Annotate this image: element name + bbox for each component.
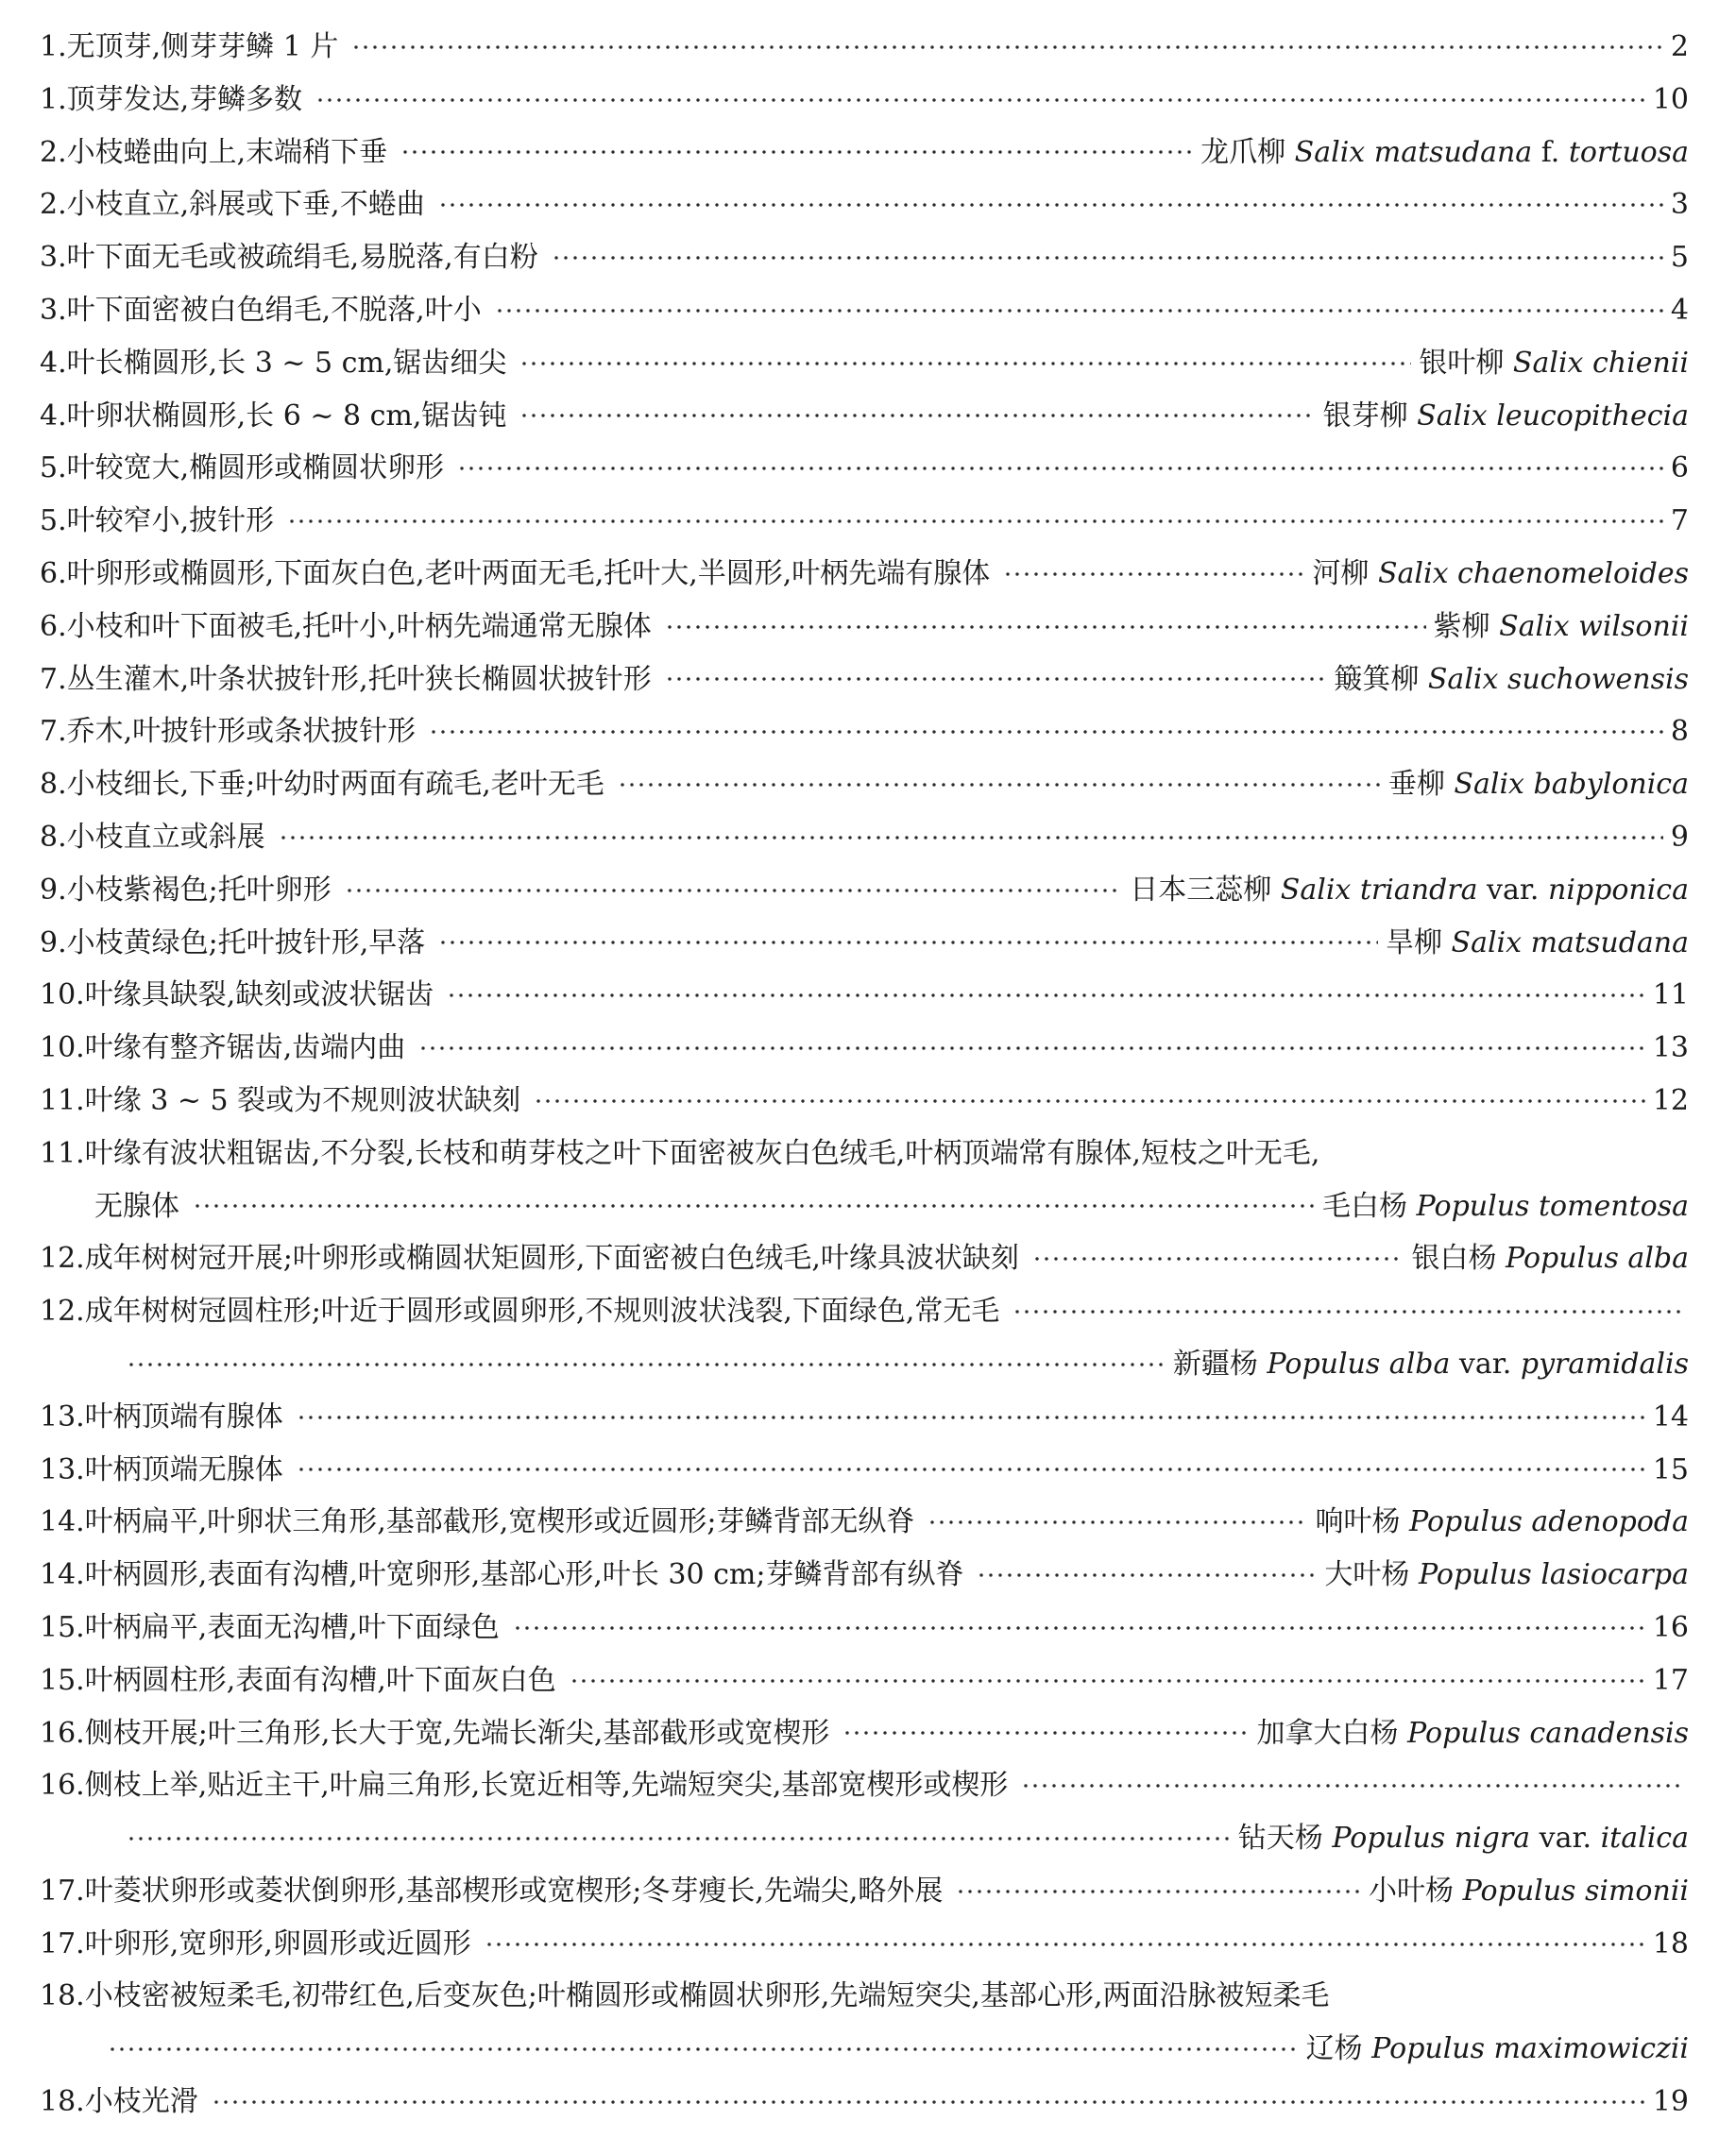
key-result <box>1130 864 1689 917</box>
leader-dots <box>552 254 1663 262</box>
leader-dots <box>519 360 1411 367</box>
scientific-name: Salix matsudana <box>1451 925 1689 959</box>
couplet-description: 小枝细长,下垂;叶幼时两面有疏毛,老叶无毛 <box>66 768 604 802</box>
couplet-description: 叶柄顶端无腺体 <box>84 1452 283 1486</box>
couplet-description: 叶柄扁平,表面无沟槽,叶下面绿色 <box>84 1610 500 1644</box>
couplet-number: 2. <box>40 188 67 222</box>
leader-dots <box>513 1624 1645 1632</box>
leader-dots <box>287 518 1663 525</box>
key-result <box>1369 1865 1689 1918</box>
leader-dots <box>418 1044 1645 1052</box>
leader-dots <box>519 412 1315 419</box>
key-line <box>40 1391 1689 1444</box>
scientific-name: tortuosa <box>1568 135 1689 169</box>
leader-dots <box>279 834 1663 841</box>
couplet-number: 4. <box>40 346 67 380</box>
result-text: 银白杨 <box>1411 1242 1506 1276</box>
couplet-number: 17. <box>40 1926 85 1960</box>
couplet-description: 叶卵形或椭圆形,下面灰白色,老叶两面无毛,托叶大,半圆形,叶柄先端有腺体 <box>66 556 991 590</box>
leader-dots <box>977 1571 1317 1579</box>
couplet-number: 12. <box>40 1295 85 1329</box>
key-result <box>1653 1391 1689 1444</box>
leader-dots <box>438 201 1663 209</box>
couplet-description: 叶下面密被白色绢毛,不脱落,叶小 <box>66 293 482 327</box>
key-line <box>40 231 1689 284</box>
key-result <box>1173 1338 1689 1391</box>
scientific-name: Populus canadensis <box>1407 1716 1689 1750</box>
result-text: 3 <box>1670 188 1689 222</box>
result-text: 龙爪柳 <box>1200 135 1295 169</box>
key-line <box>40 1602 1689 1654</box>
result-text: 7 <box>1670 504 1689 538</box>
leader-dots <box>485 1941 1645 1948</box>
key-result <box>1671 178 1689 231</box>
result-text: 15 <box>1652 1452 1689 1486</box>
key-line <box>40 1075 1689 1128</box>
result-text: 银叶柳 <box>1419 346 1513 380</box>
key-result <box>1322 1180 1689 1233</box>
couplet-number: 10. <box>40 1031 85 1065</box>
result-text: 新疆杨 <box>1172 1347 1268 1381</box>
key-line <box>40 284 1689 337</box>
couplet-number: 9. <box>40 873 67 907</box>
key-line <box>40 1970 1689 2023</box>
result-text: 9 <box>1670 820 1689 854</box>
scientific-name: Populus nigra <box>1332 1822 1531 1856</box>
couplet-description: 成年树树冠开展;叶卵形或椭圆状矩圆形,下面密被白色绒毛,叶缘具波状缺刻 <box>84 1242 1019 1276</box>
key-result <box>1671 442 1689 495</box>
result-text: 大叶杨 <box>1324 1558 1419 1592</box>
couplet-number: 14. <box>40 1505 85 1539</box>
key-result <box>1653 2076 1689 2129</box>
couplet-description: 叶缘具缺裂,缺刻或波状锯齿 <box>84 978 434 1012</box>
couplet-number: 11. <box>40 1136 85 1170</box>
key-result <box>1323 390 1689 443</box>
scientific-name: Populus tomentosa <box>1416 1189 1689 1223</box>
couplet-number: 16. <box>40 1716 85 1750</box>
key-line <box>40 1759 1689 1812</box>
key-line <box>40 495 1689 548</box>
key-line <box>40 1549 1689 1602</box>
couplet-number: 13. <box>40 1452 85 1486</box>
key-line <box>40 917 1689 970</box>
key-result <box>1653 1918 1689 1971</box>
result-text: 16 <box>1652 1610 1689 1644</box>
couplet-number: 7. <box>40 662 67 696</box>
couplet-description: 丛生灌木,叶条状披针形,托叶狭长椭圆状披针形 <box>66 662 652 696</box>
key-result <box>1653 1075 1689 1128</box>
key-line <box>40 1180 1689 1233</box>
key-result <box>1334 653 1689 706</box>
key-result <box>1434 601 1689 653</box>
couplet-description: 小枝黄绿色;托叶披针形,早落 <box>66 925 426 959</box>
couplet-description: 小枝紫褐色;托叶卵形 <box>66 873 332 907</box>
key-result <box>1653 74 1689 127</box>
couplet-number: 12. <box>40 1242 85 1276</box>
key-line <box>40 2023 1689 2076</box>
key-result <box>1200 127 1689 179</box>
result-text: var. <box>1530 1822 1601 1856</box>
result-text: 2 <box>1670 30 1689 63</box>
leader-dots <box>665 623 1426 631</box>
leader-dots <box>1003 570 1304 578</box>
couplet-description: 叶柄圆形,表面有沟槽,叶宽卵形,基部心形,叶长 30 cm;芽鳞背部有纵脊 <box>84 1558 964 1592</box>
result-text: 小叶杨 <box>1369 1874 1463 1908</box>
couplet-description: 小枝密被短柔毛,初带红色,后变灰色;叶椭圆形或椭圆状卵形,先端短突尖,基部心形,两面沿脉被短柔毛 <box>84 1979 1330 2013</box>
scientific-name: Salix wilsonii <box>1499 609 1689 643</box>
key-line <box>40 1232 1689 1285</box>
key-line <box>40 1285 1689 1338</box>
key-line <box>40 1022 1689 1075</box>
couplet-number: 9. <box>40 925 67 959</box>
couplet-number: 8. <box>40 768 67 802</box>
couplet-number: 4. <box>40 399 67 433</box>
couplet-number: 13. <box>40 1400 85 1434</box>
couplet-number: 16. <box>40 1769 85 1803</box>
leader-dots <box>193 1202 1315 1210</box>
key-line <box>40 1707 1689 1760</box>
result-text: 14 <box>1652 1400 1689 1434</box>
result-text: 钻天杨 <box>1237 1822 1333 1856</box>
couplet-description: 叶缘有整齐锯齿,齿端内曲 <box>84 1031 406 1065</box>
key-line <box>40 1918 1689 1971</box>
key-line <box>40 758 1689 811</box>
key-result <box>1671 811 1689 864</box>
leader-dots <box>345 887 1123 894</box>
key-result <box>1312 548 1689 601</box>
scientific-name: nipponica <box>1548 873 1689 907</box>
result-text: 10 <box>1652 82 1689 116</box>
key-line <box>40 705 1689 758</box>
scientific-name: italica <box>1600 1822 1689 1856</box>
leader-dots <box>534 1097 1645 1105</box>
key-line <box>40 1865 1689 1918</box>
scientific-name: Salix chaenomeloides <box>1377 556 1689 590</box>
result-text: 13 <box>1652 1031 1689 1065</box>
leader-dots <box>108 2045 1299 2053</box>
result-text: 响叶杨 <box>1315 1505 1409 1539</box>
scientific-name: Populus maximowiczii <box>1371 2032 1689 2066</box>
leader-dots <box>315 96 1645 104</box>
leader-dots <box>457 465 1663 472</box>
leader-dots <box>665 675 1327 683</box>
result-text: 加拿大白杨 <box>1256 1716 1408 1750</box>
leader-dots <box>127 1361 1166 1368</box>
leader-dots <box>1021 1782 1681 1790</box>
key-result <box>1256 1707 1689 1760</box>
couplet-number: 17. <box>40 1874 85 1908</box>
key-line <box>40 1338 1689 1391</box>
key-line <box>40 178 1689 231</box>
result-text: 12 <box>1652 1083 1689 1117</box>
result-text: 8 <box>1670 715 1689 749</box>
couplet-number: 3. <box>40 241 67 275</box>
key-line <box>40 1496 1689 1549</box>
key-result <box>1653 969 1689 1022</box>
couplet-description: 顶芽发达,芽鳞多数 <box>66 82 303 116</box>
couplet-description: 叶柄扁平,叶卵状三角形,基部截形,宽楔形或近圆形;芽鳞背部无纵脊 <box>84 1505 915 1539</box>
couplet-number: 3. <box>40 293 67 327</box>
key-result <box>1419 337 1689 390</box>
result-text: 银芽柳 <box>1322 399 1418 433</box>
couplet-number: 6. <box>40 609 67 643</box>
result-text: 18 <box>1652 1926 1689 1960</box>
key-line <box>40 601 1689 653</box>
key-result <box>1306 2023 1689 2076</box>
key-result <box>1671 495 1689 548</box>
result-text: 17 <box>1652 1663 1689 1697</box>
key-line <box>40 653 1689 706</box>
key-result <box>1386 917 1689 970</box>
leader-dots <box>842 1729 1249 1737</box>
key-line <box>40 2076 1689 2129</box>
leader-dots <box>928 1519 1307 1526</box>
couplet-description: 叶缘 3 ~ 5 裂或为不规则波状缺刻 <box>84 1083 521 1117</box>
key-line <box>40 811 1689 864</box>
scientific-name: Populus alba <box>1267 1347 1451 1381</box>
key-line <box>40 74 1689 127</box>
result-text: 紫柳 <box>1433 609 1500 643</box>
leader-dots <box>351 43 1663 51</box>
scientific-name: pyramidalis <box>1520 1347 1689 1381</box>
result-text: 毛白杨 <box>1322 1189 1417 1223</box>
couplet-description: 小枝直立,斜展或下垂,不蜷曲 <box>66 188 425 222</box>
couplet-number: 8. <box>40 820 67 854</box>
result-text: 垂柳 <box>1387 768 1455 802</box>
scientific-name: Populus adenopoda <box>1409 1505 1689 1539</box>
couplet-description: 侧枝开展;叶三角形,长大于宽,先端长渐尖,基部截形或宽楔形 <box>84 1716 830 1750</box>
couplet-description: 成年树树冠圆柱形;叶近于圆形或圆卵形,不规则波状浅裂,下面绿色,常无毛 <box>84 1295 1000 1329</box>
scientific-name: Populus alba <box>1506 1242 1689 1276</box>
result-text: 旱柳 <box>1385 925 1452 959</box>
key-line <box>40 1812 1689 1865</box>
key-line <box>40 337 1689 390</box>
couplet-number: 5. <box>40 451 67 485</box>
key-result <box>1653 1444 1689 1497</box>
result-text: 5 <box>1670 241 1689 275</box>
couplet-number: 6. <box>40 556 67 590</box>
couplet-description: 侧枝上举,贴近主干,叶扁三角形,长宽近相等,先端短突尖,基部宽楔形或楔形 <box>84 1769 1009 1803</box>
couplet-description: 叶较宽大,椭圆形或椭圆状卵形 <box>66 451 445 485</box>
scientific-name: Salix triandra <box>1280 873 1478 907</box>
couplet-number: 11. <box>40 1083 85 1117</box>
couplet-number: 18. <box>40 2085 85 2119</box>
key-line <box>40 442 1689 495</box>
scientific-name: Populus simonii <box>1462 1874 1689 1908</box>
key-result <box>1671 21 1689 74</box>
leader-dots <box>400 148 1193 156</box>
couplet-number: 18. <box>40 1979 85 2013</box>
key-result <box>1238 1812 1689 1865</box>
couplet-description: 无腺体 <box>94 1189 179 1223</box>
result-text: 簸箕柳 <box>1334 662 1428 696</box>
result-text: var. <box>1477 873 1548 907</box>
key-line <box>40 390 1689 443</box>
result-text: 11 <box>1652 978 1689 1012</box>
key-result <box>1653 1022 1689 1075</box>
couplet-number: 10. <box>40 978 85 1012</box>
couplet-description: 乔木,叶披针形或条状披针形 <box>66 715 417 749</box>
result-text: 日本三蕊柳 <box>1130 873 1281 907</box>
key-result <box>1324 1549 1689 1602</box>
couplet-number: 2. <box>40 135 67 169</box>
couplet-description: 叶较窄小,披针形 <box>66 504 275 538</box>
key-line <box>40 1128 1689 1180</box>
leader-dots <box>438 939 1378 946</box>
couplet-number: 15. <box>40 1610 85 1644</box>
scientific-name: Populus lasiocarpa <box>1418 1558 1689 1592</box>
couplet-number: 5. <box>40 504 67 538</box>
leader-dots <box>429 728 1663 736</box>
key-result <box>1411 1232 1689 1285</box>
couplet-number: 1. <box>40 30 67 63</box>
couplet-number: 14. <box>40 1558 85 1592</box>
key-line <box>40 21 1689 74</box>
key-line <box>40 548 1689 601</box>
couplet-description: 叶长椭圆形,长 3 ~ 5 cm,锯齿细尖 <box>66 346 507 380</box>
leader-dots <box>297 1466 1645 1473</box>
leader-dots <box>956 1888 1361 1895</box>
couplet-description: 小枝直立或斜展 <box>66 820 265 854</box>
leader-dots <box>618 781 1381 789</box>
couplet-description: 叶菱状卵形或菱状倒卵形,基部楔形或宽楔形;冬芽瘦长,先端尖,略外展 <box>84 1874 944 1908</box>
couplet-description: 叶卵形,宽卵形,卵圆形或近圆形 <box>84 1926 471 1960</box>
key-result <box>1653 1602 1689 1654</box>
result-text: 6 <box>1670 451 1689 485</box>
couplet-description: 小枝和叶下面被毛,托叶小,叶柄先端通常无腺体 <box>66 609 652 643</box>
key-result <box>1388 758 1689 811</box>
couplet-number: 15. <box>40 1663 85 1697</box>
result-text: 19 <box>1652 2085 1689 2119</box>
couplet-description: 叶缘有波状粗锯齿,不分裂,长枝和萌芽枝之叶下面密被灰白色绒毛,叶柄顶端常有腺体,短枝之叶无毛, <box>84 1136 1320 1170</box>
key-result <box>1671 231 1689 284</box>
key-line <box>40 864 1689 917</box>
leader-dots <box>212 2098 1645 2106</box>
leader-dots <box>1013 1308 1681 1315</box>
leader-dots <box>447 992 1645 999</box>
couplet-description: 叶下面无毛或被疏绢毛,易脱落,有白粉 <box>66 241 538 275</box>
key-line <box>40 127 1689 179</box>
couplet-description: 叶柄顶端有腺体 <box>84 1400 283 1434</box>
key-result <box>1315 1496 1689 1549</box>
couplet-description: 无顶芽,侧芽芽鳞 1 片 <box>66 30 339 63</box>
scientific-name: Salix leucopithecia <box>1417 399 1689 433</box>
leader-dots <box>570 1677 1645 1685</box>
result-text: f. <box>1532 135 1569 169</box>
couplet-description: 小枝光滑 <box>84 2085 198 2119</box>
result-text: var. <box>1450 1347 1521 1381</box>
key-line <box>40 1444 1689 1497</box>
key-result <box>1653 1654 1689 1707</box>
result-text: 辽杨 <box>1305 2032 1372 2066</box>
couplet-number: 7. <box>40 715 67 749</box>
result-text: 河柳 <box>1312 556 1378 590</box>
scientific-name: Salix chienii <box>1512 346 1689 380</box>
couplet-number: 1. <box>40 82 67 116</box>
leader-dots <box>1032 1255 1404 1263</box>
key-line <box>40 1654 1689 1707</box>
scientific-name: Salix babylonica <box>1454 768 1689 802</box>
key-line <box>40 969 1689 1022</box>
key-result <box>1671 705 1689 758</box>
leader-dots <box>495 307 1663 314</box>
key-result <box>1671 284 1689 337</box>
leader-dots <box>297 1414 1645 1421</box>
result-text: 4 <box>1670 293 1689 327</box>
scientific-name: Salix suchowensis <box>1427 662 1689 696</box>
couplet-description: 小枝蜷曲向上,末端稍下垂 <box>66 135 388 169</box>
couplet-description: 叶柄圆柱形,表面有沟槽,叶下面灰白色 <box>84 1663 556 1697</box>
scientific-name: Salix matsudana <box>1294 135 1533 169</box>
couplet-description: 叶卵状椭圆形,长 6 ~ 8 cm,锯齿钝 <box>66 399 507 433</box>
leader-dots <box>127 1835 1231 1842</box>
